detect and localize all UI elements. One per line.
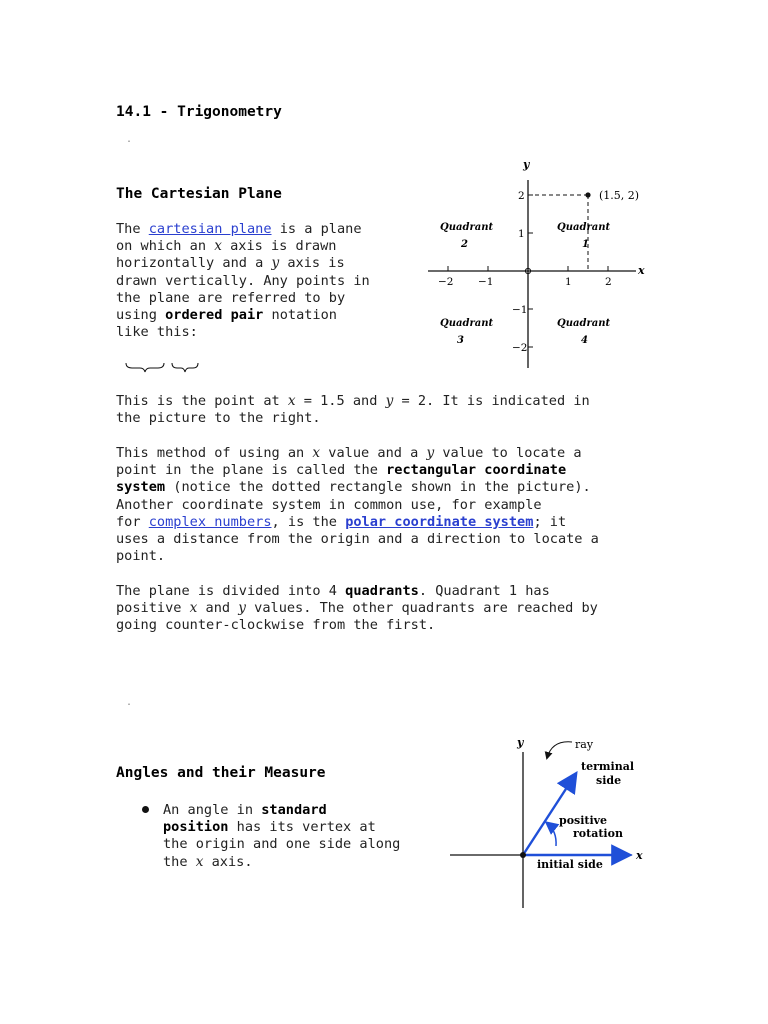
- quadrant-1-label: Quadrant: [557, 222, 611, 233]
- var-x: x: [189, 600, 198, 617]
- text: , is the: [271, 513, 346, 530]
- text: the picture to the right.: [116, 410, 321, 427]
- ray-pointer: [547, 742, 572, 758]
- cartesian-plane-diagram: [418, 150, 658, 375]
- rotation-arc: [547, 823, 556, 846]
- position-term: position: [163, 819, 229, 836]
- text: the origin and one side along: [163, 836, 401, 853]
- text: value and a: [320, 445, 427, 461]
- positive-label: positive: [559, 814, 608, 827]
- cartesian-intro-paragraph: [116, 221, 406, 341]
- text: values. The other quadrants are reached by: [245, 600, 598, 617]
- initial-side-label: initial side: [537, 858, 603, 871]
- text: axis is: [279, 255, 345, 272]
- text: on which an: [116, 238, 215, 255]
- text: going counter-clockwise from the first.: [116, 617, 436, 634]
- var-x: x: [312, 445, 321, 461]
- terminal-side-label: side: [596, 774, 622, 787]
- cartesian-plane-link[interactable]: cartesian plane: [148, 221, 272, 237]
- y-tick-label: −2: [512, 342, 528, 354]
- text: the plane are referred to by: [116, 289, 346, 306]
- x-tick-label: −2: [438, 276, 454, 288]
- text: ; it: [533, 513, 567, 530]
- point-marker: [585, 192, 590, 197]
- x-tick-label: 1: [565, 276, 572, 288]
- x-tick-label: −1: [478, 276, 494, 288]
- vertex-marker: [520, 852, 526, 858]
- var-y: y: [271, 255, 280, 272]
- var-y: y: [238, 600, 246, 617]
- text: is a plane: [271, 221, 362, 237]
- y-brace: [172, 363, 198, 372]
- text: axis.: [203, 853, 253, 870]
- terminal-label: terminal: [581, 760, 634, 773]
- standard-angle-diagram: [444, 728, 684, 912]
- var-x: x: [214, 238, 222, 255]
- var-x: x: [195, 853, 204, 870]
- text: The plane is divided into 4: [116, 583, 346, 599]
- y-axis-label: y: [523, 158, 530, 171]
- text: drawn vertically. Any points in: [116, 272, 370, 289]
- polar-coordinate-system-link[interactable]: polar coordinate system: [345, 513, 534, 530]
- quadrant-2-label: Quadrant: [440, 222, 494, 233]
- text: for: [116, 513, 149, 530]
- ordered-pair-illustration: [112, 342, 222, 394]
- standard-term: standard: [261, 802, 327, 818]
- quadrants-term: quadrants: [345, 583, 419, 599]
- text: = 1.5 and: [295, 393, 386, 409]
- page-title: 14.1 - Trigonometry: [116, 104, 282, 120]
- text: An angle in: [163, 802, 262, 818]
- text: positive: [116, 600, 190, 617]
- x-tick-label: 2: [605, 276, 612, 288]
- text: like this:: [116, 324, 198, 341]
- quadrant-1-number: 1: [582, 239, 589, 250]
- text: value to locate a: [434, 445, 582, 461]
- text: the: [163, 853, 196, 870]
- quadrant-3-label: Quadrant: [440, 318, 494, 329]
- var-y: y: [426, 445, 435, 461]
- quadrant-4-label: Quadrant: [557, 318, 611, 329]
- point-label: (1.5, 2): [599, 189, 640, 202]
- text: Another coordinate system in common use, for example: [116, 496, 542, 513]
- text: and: [197, 600, 239, 617]
- text: notation: [263, 307, 337, 324]
- y-axis-label: y: [517, 736, 524, 749]
- quadrant-4-number: 4: [581, 335, 588, 346]
- x-axis-label: x: [636, 849, 643, 862]
- x-brace: [126, 363, 164, 372]
- rectangular-coordinate-term: rectangular coordinate: [386, 462, 567, 479]
- y-tick-label: −1: [512, 304, 528, 316]
- text: The: [116, 221, 149, 237]
- standard-position-bullet: [163, 802, 433, 871]
- separator-dot: .: [126, 697, 133, 708]
- text: axis is drawn: [221, 238, 337, 255]
- point-description-paragraph: [116, 393, 646, 427]
- text: has its vertex at: [228, 819, 376, 836]
- text: This method of using an: [116, 445, 313, 461]
- var-y: y: [385, 393, 394, 409]
- text: This is the point at: [116, 393, 288, 409]
- system-term: system: [116, 479, 166, 496]
- text: point.: [116, 548, 166, 565]
- x-axis-label: x: [638, 264, 645, 277]
- var-x: x: [287, 393, 296, 409]
- separator-dot: .: [126, 134, 133, 145]
- text: using: [116, 307, 166, 324]
- rotation-label: rotation: [573, 827, 623, 840]
- quadrants-paragraph: [116, 583, 656, 635]
- ordered-pair-term: ordered pair: [165, 307, 264, 324]
- text: horizontally and a: [116, 255, 272, 272]
- rectangular-system-paragraph: [116, 445, 656, 565]
- text: uses a distance from the origin and a direction to locate a: [116, 531, 599, 548]
- text: . Quadrant 1 has: [418, 583, 550, 599]
- complex-numbers-link[interactable]: complex numbers: [148, 513, 272, 530]
- text: point in the plane is called the: [116, 462, 387, 479]
- quadrant-2-number: 2: [461, 239, 468, 250]
- text: (notice the dotted rectangle shown in the picture).: [165, 479, 591, 496]
- ray-label: ray: [575, 738, 594, 751]
- bullet-marker: [142, 806, 149, 813]
- cartesian-plane-heading: The Cartesian Plane: [116, 186, 282, 202]
- y-tick-label: 1: [518, 228, 525, 240]
- quadrant-3-number: 3: [457, 335, 464, 346]
- angles-heading: Angles and their Measure: [116, 765, 326, 781]
- text: = 2. It is indicated in: [393, 393, 590, 409]
- y-tick-label: 2: [518, 190, 525, 202]
